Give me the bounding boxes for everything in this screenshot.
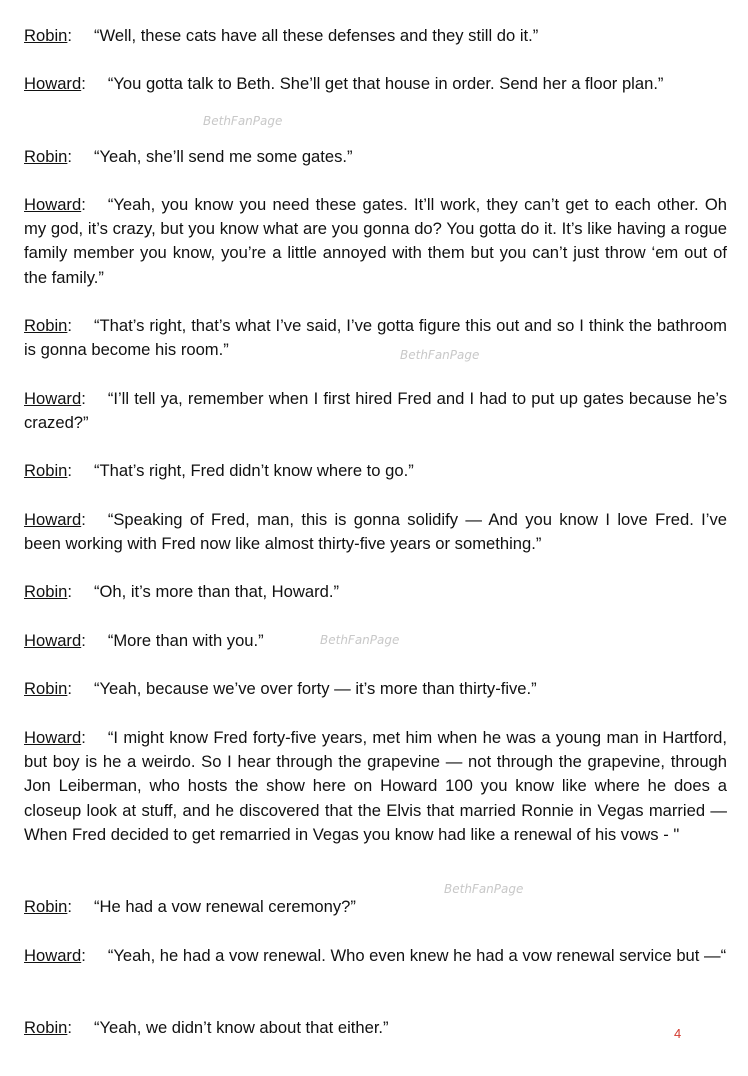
speaker-separator: :: [67, 316, 72, 335]
dialogue-text: “Yeah, he had a vow renewal. Who even knew he had a vow renewal service but —“: [107, 946, 727, 965]
dialogue-entry: [24, 677, 727, 701]
dialogue-text: “Yeah, you know you need these gates. It’ll work, they can’t get to each other. Oh my god, it’s crazy, but you know what are you gonna do? You gotta do it. It’s like having a rogue family member you know, you’re a little annoyed with them but you can’t just throw ‘em out of the family.”: [24, 195, 727, 287]
dialogue-text: “More than with you.”: [107, 631, 264, 650]
dialogue-text: “I’ll tell ya, remember when I first hired Fred and I had to put up gates because he’s crazed?”: [24, 389, 727, 433]
speaker-separator: :: [81, 946, 86, 965]
speaker-name: Robin: [24, 897, 68, 916]
watermark: BethFanPage: [444, 882, 524, 896]
speaker-name: Robin: [24, 26, 68, 45]
dialogue-text: “You gotta talk to Beth. She’ll get that house in order. Send her a floor plan.”: [107, 74, 664, 93]
speaker-separator: :: [81, 389, 86, 408]
dialogue-entry: [24, 508, 727, 556]
speaker-separator: :: [67, 147, 72, 166]
dialogue-entry: [24, 944, 727, 968]
dialogue-text: “He had a vow renewal ceremony?”: [93, 897, 356, 916]
speaker-name: Howard: [24, 195, 82, 214]
speaker-name: Robin: [24, 582, 68, 601]
dialogue-entry: [24, 24, 727, 48]
speaker-name: Howard: [24, 631, 82, 650]
speaker-separator: :: [81, 510, 86, 529]
dialogue-text: “Yeah, we didn’t know about that either.”: [93, 1018, 389, 1037]
dialogue-entry: [24, 1016, 727, 1040]
speaker-name: Howard: [24, 946, 82, 965]
dialogue-text: “I might know Fred forty-five years, met him when he was a young man in Hartford, but boy is he a weirdo. So I hear through the grapevine — not through the grapevine, through Jon Leiberman, who hosts the show here on Howard 100 you know like where he does a closeup look at stuff, and he discovered that the Elvis that married Ronnie in Vegas married — When Fred decided to get remarried in Vegas you know had like a renewal of his vows - ": [24, 728, 727, 844]
dialogue-entry: [24, 459, 727, 483]
dialogue-text: “Yeah, because we’ve over forty — it’s more than thirty-five.”: [93, 679, 537, 698]
speaker-name: Robin: [24, 1018, 68, 1037]
dialogue-entry: [24, 387, 727, 435]
speaker-separator: :: [67, 461, 72, 480]
dialogue-entry: [24, 314, 727, 362]
dialogue-text: “Yeah, she’ll send me some gates.”: [93, 147, 353, 166]
speaker-separator: :: [81, 631, 86, 650]
speaker-name: Howard: [24, 510, 82, 529]
dialogue-entry: [24, 145, 727, 169]
page-number: 4: [674, 1026, 682, 1041]
speaker-separator: :: [81, 728, 86, 747]
speaker-name: Howard: [24, 728, 82, 747]
speaker-separator: :: [81, 74, 86, 93]
speaker-name: Robin: [24, 461, 68, 480]
speaker-name: Howard: [24, 74, 82, 93]
dialogue-entry: [24, 895, 727, 919]
dialogue-text: “That’s right, Fred didn’t know where to go.”: [93, 461, 414, 480]
speaker-name: Robin: [24, 316, 68, 335]
dialogue-text: “Well, these cats have all these defenses and they still do it.”: [93, 26, 539, 45]
dialogue-entry: [24, 726, 727, 847]
speaker-separator: :: [67, 897, 72, 916]
speaker-separator: :: [67, 582, 72, 601]
dialogue-text: “That’s right, that’s what I’ve said, I’ve gotta figure this out and so I think the bathroom is gonna become his room.”: [24, 316, 727, 360]
watermark: BethFanPage: [320, 633, 400, 647]
dialogue-entry: [24, 580, 727, 604]
dialogue-text: “Speaking of Fred, man, this is gonna solidify — And you know I love Fred. I’ve been working with Fred now like almost thirty-five years or something.”: [24, 510, 727, 554]
dialogue-entry: [24, 193, 727, 290]
speaker-name: Howard: [24, 389, 82, 408]
speaker-separator: :: [67, 26, 72, 45]
speaker-separator: :: [67, 1018, 72, 1037]
speaker-separator: :: [67, 679, 72, 698]
watermark: BethFanPage: [203, 114, 283, 128]
dialogue-text: “Oh, it’s more than that, Howard.”: [93, 582, 339, 601]
dialogue-entry: [24, 72, 727, 96]
speaker-separator: :: [81, 195, 86, 214]
speaker-name: Robin: [24, 679, 68, 698]
watermark: BethFanPage: [400, 348, 480, 362]
speaker-name: Robin: [24, 147, 68, 166]
